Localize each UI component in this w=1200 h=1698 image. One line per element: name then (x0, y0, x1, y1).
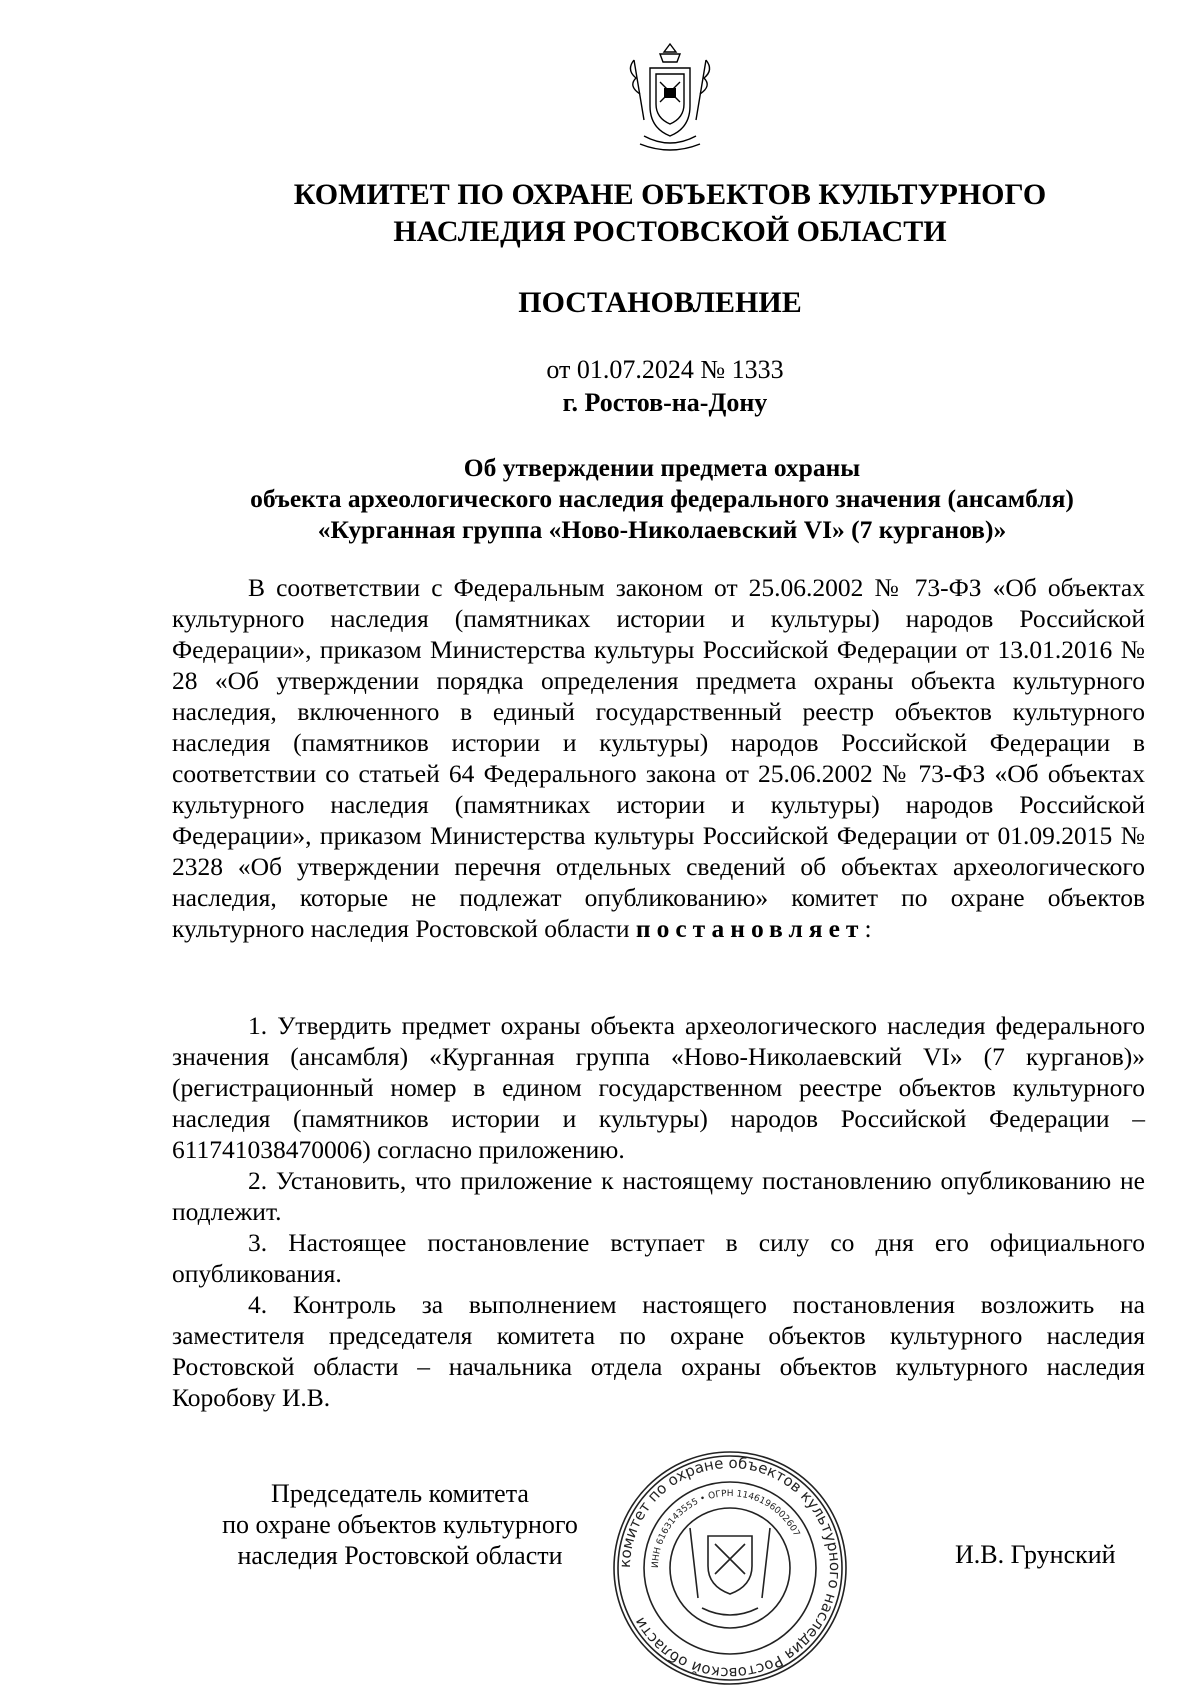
resolution-item: 3. Настоящее постановление вступает в силу со дня его официального опубликования. (172, 1228, 1145, 1288)
document-date-number: от 01.07.2024 № 1333 (546, 355, 784, 384)
svg-text:комитет по охране объектов кул (616, 1454, 844, 1682)
resolves-colon: : (864, 914, 872, 943)
preamble-text: В соответствии с Федеральным законом от 25.06.2002 № 73-ФЗ «Об объектах культурного наследия (памятниках истории и культуры) народов Российской Федерации», приказом Министерства культуры Российской Федерации от 13.01.2016 № 28 «Об утверждении порядка определения предмета охраны объекта культурного наследия, включенного в единый государственный реестр объектов культурного наследия (памятников истории и культуры) народов Российской Федерации в соответствии со статьей 64 Федерального закона от 25.06.2002 № 73-ФЗ «Об объектах культурного наследия (памятниках истории и культуры) народов Российской Федерации», приказом Министерства культуры Российской Федерации от 01.09.2015 № 2328 «Об утверждении перечня отдельных сведений об объектах археологического наследия, которые не подлежат опубликованию» комитет по охране объектов культурного наследия Ростовской области (172, 573, 1145, 943)
signatory-position (190, 1478, 610, 1571)
position-line-2: по охране объектов культурного (222, 1510, 578, 1539)
preamble-paragraph (172, 572, 1145, 944)
signatory-name: И.В. Грунский (955, 1540, 1116, 1569)
position-line-1: Председатель комитета (271, 1479, 529, 1508)
official-seal-stamp (610, 1448, 850, 1688)
org-line-2: НАСЛЕДИЯ РОСТОВСКОЙ ОБЛАСТИ (393, 215, 947, 248)
subject-line-2: объекта археологического наследия федерального значения (ансамбля) (250, 484, 1074, 513)
coat-of-arms-emblem (620, 40, 720, 155)
svg-text:ИНН 6163143555 • ОГРН 11461960 (651, 1489, 801, 1568)
organization-name (80, 176, 1200, 250)
resolution-item: 1. Утвердить предмет охраны объекта археологического наследия федерального значения (ансамбля) «Курганная группа «Ново-Николаевский VI» (7 курганов)» (регистрационный номер в едином государственном реестре объектов культурного наследия (памятников истории и культуры) народов Российской Федерации – 611741038470006) согласно приложению. (172, 1011, 1145, 1164)
resolution-item: 4. Контроль за выполнением настоящего постановления возложить на заместителя председателя комитета по охране объектов культурного наследия Ростовской области – начальника отдела охраны объектов культурного наследия Коробову И.В. (172, 1290, 1145, 1412)
position-line-3: наследия Ростовской области (237, 1541, 563, 1570)
seal-inner-text: ИНН 6163143555 • ОГРН 1146196002607 (650, 1488, 802, 1569)
document-subject (62, 452, 1200, 545)
resolution-item: 2. Установить, что приложение к настоящему постановлению опубликованию не подлежит. (172, 1166, 1145, 1226)
org-line-1: КОМИТЕТ ПО ОХРАНЕ ОБЪЕКТОВ КУЛЬТУРНОГО (293, 178, 1047, 211)
resolution-items (172, 1010, 1145, 1413)
seal-outer-text: комитет по охране объектов культурного наследия Ростовской области (615, 1453, 845, 1683)
document-city: г. Ростов-на-Дону (562, 388, 768, 417)
resolves-word: постановляет (635, 914, 865, 943)
subject-line-1: Об утверждении предмета охраны (463, 453, 861, 482)
subject-line-3: «Курганная группа «Ново-Николаевский VI» (7 курганов)» (317, 515, 1007, 544)
document-type: ПОСТАНОВЛЕНИЕ (518, 286, 802, 319)
